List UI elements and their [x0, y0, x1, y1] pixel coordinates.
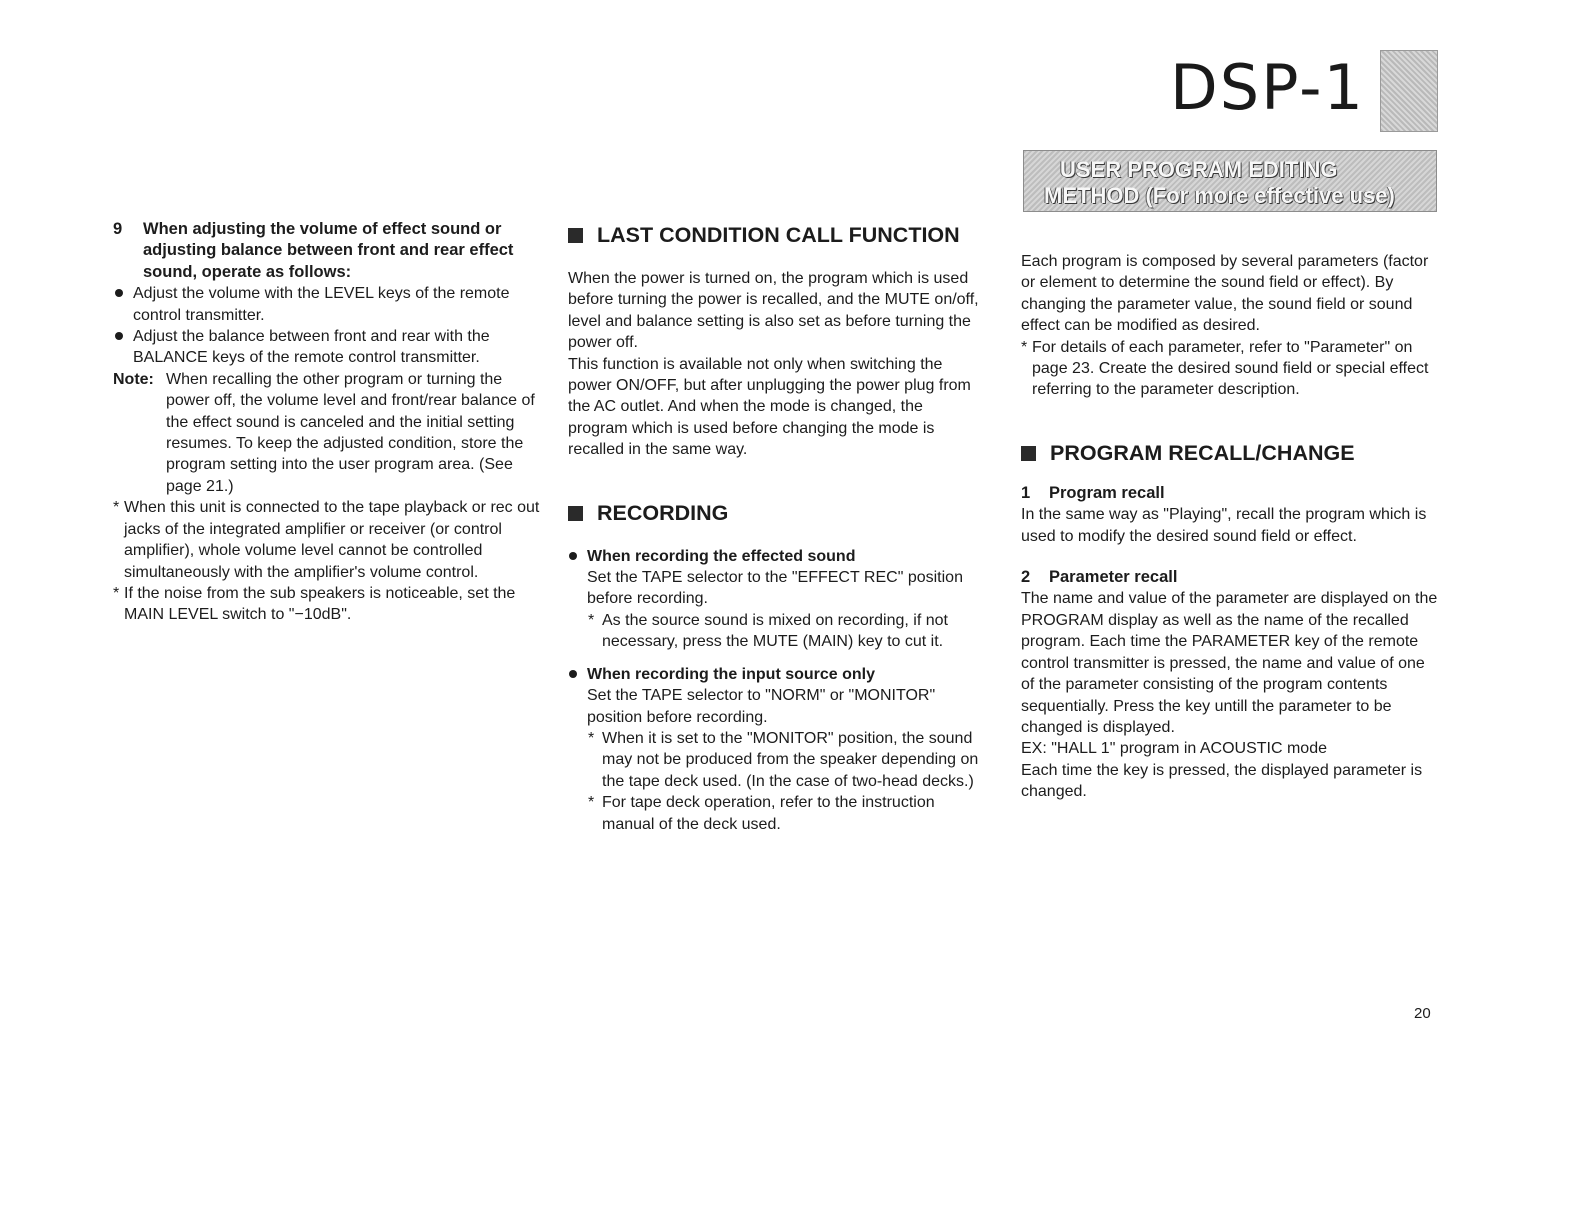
footnote: * For details of each parameter, refer to "Parameter" on page 23. Create the desired sound field or special effect referring to the parameter description. — [1021, 337, 1441, 401]
square-bullet-icon — [568, 228, 583, 243]
step-heading — [1021, 483, 1441, 504]
step-number: 2 — [1021, 568, 1031, 587]
note-label: Note: — [113, 370, 154, 388]
step-title: Program recall — [1049, 483, 1165, 502]
section-banner — [1023, 150, 1437, 212]
footnote: * When it is set to the "MONITOR" position, the sound may not be produced from the speaker depending on the tape deck used. (In the case of two-head decks.) — [588, 728, 983, 792]
column-left — [113, 219, 548, 626]
section-title-text: LAST CONDITION CALL FUNCTION — [597, 223, 960, 247]
list-item: Adjust the balance between front and rear with the BALANCE keys of the remote control transmitter. — [113, 326, 548, 369]
step-heading — [1021, 567, 1441, 588]
step-number: 1 — [1021, 483, 1031, 502]
footnote: * If the noise from the sub speakers is noticeable, set the MAIN LEVEL switch to "−10dB". — [113, 583, 548, 626]
subheading: When recording the input source only — [568, 664, 983, 685]
logo-block — [1380, 50, 1438, 132]
item-number: 9 — [113, 220, 123, 238]
banner-line-1: USER PROGRAM EDITING — [1060, 157, 1338, 182]
section-title-program-recall — [1021, 439, 1441, 467]
footnote: * As the source sound is mixed on recording, if not necessary, press the MUTE (MAIN) key to cut it. — [588, 610, 983, 653]
paragraph: The name and value of the parameter are displayed on the PROGRAM display as well as the name of the recalled program. Each time the PARAMETER key of the remote control transmitter is pressed, the name and value of one of the parameter consisting of the program contents sequentially. Press the key untill the parameter to be changed is displayed. — [1021, 590, 1438, 736]
section-title-text: RECORDING — [597, 500, 729, 525]
banner-line-2: METHOD (For more effective use) — [1044, 183, 1395, 208]
page-number: 20 — [1414, 1005, 1431, 1022]
paragraph: Each program is composed by several parameters (factor or element to determine the sound field or effect). By changing the parameter value, the sound field or sound effect can be modified as desired. — [1021, 253, 1429, 335]
list-item: Adjust the volume with the LEVEL keys of the remote control transmitter. — [113, 283, 548, 326]
paragraph: Set the TAPE selector to the "EFFECT REC" position before recording. — [587, 569, 963, 608]
paragraph: This function is available not only when switching the power ON/OFF, but after unplugging the power plug from the AC outlet. And when the mode is changed, the program which is used before changing the mode is recalled in the same way. — [568, 355, 971, 459]
example-line: EX: "HALL 1" program in ACOUSTIC mode — [1021, 740, 1327, 758]
section-title-text: PROGRAM RECALL/CHANGE — [1050, 440, 1355, 465]
note-text: When recalling the other program or turning the power off, the volume level and front/rear balance of the effect sound is canceled and the initial setting resumes. To keep the adjusted condition, store the program setting into the user program area. (See page 21.) — [166, 370, 535, 495]
paragraph: When the power is turned on, the program which is used before turning the power is recalled, and the MUTE on/off, level and balance setting is also set as before turning the power off. — [568, 270, 979, 352]
logo-text: DSP-1 — [1170, 51, 1365, 124]
section-title-recording — [568, 499, 983, 527]
column-middle — [568, 221, 983, 835]
paragraph: Set the TAPE selector to "NORM" or "MONITOR" position before recording. — [587, 687, 936, 726]
square-bullet-icon — [1021, 446, 1036, 461]
item-title: When adjusting the volume of effect sound or adjusting balance between front and rear effect sound, operate as follows: — [143, 220, 514, 281]
step-title: Parameter recall — [1049, 568, 1178, 587]
paragraph: Each time the key is pressed, the displayed parameter is changed. — [1021, 761, 1423, 801]
square-bullet-icon — [568, 506, 583, 521]
section-title-last-condition — [568, 221, 983, 249]
item-heading — [113, 219, 548, 283]
subheading: When recording the effected sound — [568, 546, 983, 567]
footnote: * When this unit is connected to the tape playback or rec out jacks of the integrated amplifier or receiver (or control amplifier), whole volume level cannot be controlled simultaneously with the amplifier's volume control. — [113, 497, 548, 583]
footnote: * For tape deck operation, refer to the instruction manual of the deck used. — [588, 792, 983, 835]
paragraph: In the same way as "Playing", recall the program which is used to modify the desired sound field or effect. — [1021, 506, 1427, 545]
column-right — [1021, 251, 1441, 803]
note — [113, 369, 548, 497]
